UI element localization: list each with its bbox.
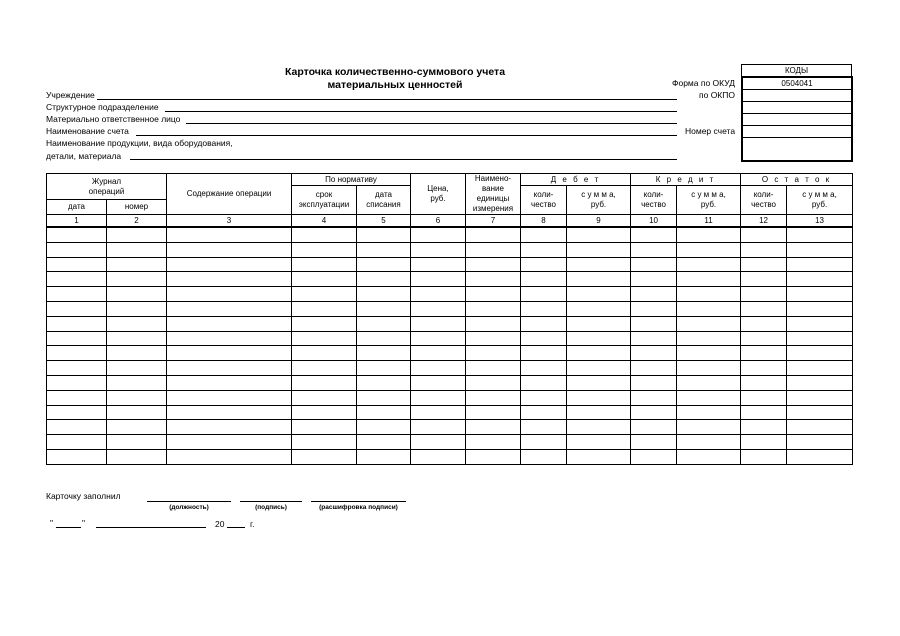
table-cell[interactable] xyxy=(787,257,853,272)
table-cell[interactable] xyxy=(631,257,677,272)
table-cell[interactable] xyxy=(411,361,466,376)
institution-label: Учреждение xyxy=(46,90,95,100)
table-cell[interactable] xyxy=(677,331,741,346)
table-cell[interactable] xyxy=(47,361,107,376)
table-cell[interactable] xyxy=(411,301,466,316)
operation-header: Содержание операции xyxy=(167,174,292,215)
table-cell[interactable] xyxy=(741,449,787,464)
column-number: 3 xyxy=(167,215,292,228)
table-cell[interactable] xyxy=(466,242,521,257)
table-cell[interactable] xyxy=(107,301,167,316)
balance-header: О с т а т о к xyxy=(741,174,853,186)
table-cell[interactable] xyxy=(466,287,521,302)
table-cell[interactable] xyxy=(677,287,741,302)
table-cell[interactable] xyxy=(167,301,292,316)
table-cell[interactable] xyxy=(167,405,292,420)
year-prefix: 20 xyxy=(215,519,225,529)
price-header: Цена, руб. xyxy=(411,174,466,215)
table-cell[interactable] xyxy=(567,331,631,346)
table-cell[interactable] xyxy=(167,316,292,331)
table-cell[interactable] xyxy=(167,361,292,376)
table-cell[interactable] xyxy=(357,331,411,346)
table-cell[interactable] xyxy=(787,346,853,361)
number-header: номер xyxy=(107,200,167,215)
table-cell[interactable] xyxy=(466,346,521,361)
year-field[interactable] xyxy=(227,527,245,528)
code-cell-3[interactable] xyxy=(743,102,851,114)
table-cell[interactable] xyxy=(357,272,411,287)
column-numbers-row xyxy=(47,215,853,228)
table-cell[interactable] xyxy=(411,316,466,331)
table-cell[interactable] xyxy=(787,361,853,376)
table-cell[interactable] xyxy=(567,361,631,376)
table-cell[interactable] xyxy=(292,257,357,272)
table-cell[interactable] xyxy=(567,346,631,361)
table-row xyxy=(47,390,853,405)
table-cell[interactable] xyxy=(741,346,787,361)
balance-sum-header: с у м м а, руб. xyxy=(787,186,853,215)
table-cell[interactable] xyxy=(357,316,411,331)
table-cell[interactable] xyxy=(677,227,741,242)
table-cell[interactable] xyxy=(411,346,466,361)
operations-table xyxy=(46,173,853,465)
table-row xyxy=(47,361,853,376)
table-cell[interactable] xyxy=(466,301,521,316)
table-cell[interactable] xyxy=(521,257,567,272)
table-cell[interactable] xyxy=(741,375,787,390)
table-cell[interactable] xyxy=(167,375,292,390)
debit-qty-header: коли- чество xyxy=(521,186,567,215)
table-cell[interactable] xyxy=(47,242,107,257)
table-cell[interactable] xyxy=(631,435,677,450)
table-cell[interactable] xyxy=(466,375,521,390)
table-cell[interactable] xyxy=(466,316,521,331)
table-cell[interactable] xyxy=(292,287,357,302)
table-cell[interactable] xyxy=(292,420,357,435)
table-cell[interactable] xyxy=(631,346,677,361)
table-cell[interactable] xyxy=(677,301,741,316)
day-field[interactable] xyxy=(56,527,81,528)
table-cell[interactable] xyxy=(787,435,853,450)
table-cell[interactable] xyxy=(631,361,677,376)
credit-header: К р е д и т xyxy=(631,174,741,186)
table-row xyxy=(47,316,853,331)
table-cell[interactable] xyxy=(567,287,631,302)
document-title xyxy=(240,66,550,92)
table-cell[interactable] xyxy=(47,272,107,287)
table-cell[interactable] xyxy=(466,449,521,464)
table-row xyxy=(47,449,853,464)
table-cell[interactable] xyxy=(47,449,107,464)
debit-header: Д е б е т xyxy=(521,174,631,186)
table-cell[interactable] xyxy=(47,331,107,346)
table-row xyxy=(47,287,853,302)
code-cell-4[interactable] xyxy=(743,114,851,126)
table-cell[interactable] xyxy=(292,242,357,257)
table-cell[interactable] xyxy=(787,287,853,302)
table-cell[interactable] xyxy=(357,361,411,376)
table-cell[interactable] xyxy=(357,375,411,390)
table-cell[interactable] xyxy=(292,301,357,316)
table-cell[interactable] xyxy=(167,287,292,302)
table-cell[interactable] xyxy=(521,361,567,376)
table-cell[interactable] xyxy=(567,390,631,405)
column-number: 5 xyxy=(357,215,411,228)
table-cell[interactable] xyxy=(567,420,631,435)
table-cell[interactable] xyxy=(631,405,677,420)
filled-by-label: Карточку заполнил xyxy=(46,491,121,501)
table-cell[interactable] xyxy=(107,435,167,450)
table-cell[interactable] xyxy=(677,449,741,464)
responsible-person-field[interactable] xyxy=(186,123,677,124)
table-cell[interactable] xyxy=(787,242,853,257)
table-cell[interactable] xyxy=(567,272,631,287)
column-number: 4 xyxy=(292,215,357,228)
table-cell[interactable] xyxy=(167,420,292,435)
table-cell[interactable] xyxy=(411,242,466,257)
department-label: Структурное подразделение xyxy=(46,102,159,112)
table-cell[interactable] xyxy=(466,361,521,376)
table-cell[interactable] xyxy=(787,227,853,242)
table-cell[interactable] xyxy=(107,346,167,361)
okud-label: Форма по ОКУД xyxy=(672,78,735,88)
table-cell[interactable] xyxy=(47,375,107,390)
table-cell[interactable] xyxy=(107,272,167,287)
table-cell[interactable] xyxy=(677,375,741,390)
table-cell[interactable] xyxy=(107,449,167,464)
service-life-header: срок эксплуатации xyxy=(292,186,357,215)
table-cell[interactable] xyxy=(521,390,567,405)
table-cell[interactable] xyxy=(631,301,677,316)
table-cell[interactable] xyxy=(567,242,631,257)
table-cell[interactable] xyxy=(741,390,787,405)
okpo-label: по ОКПО xyxy=(699,90,735,100)
table-cell[interactable] xyxy=(787,316,853,331)
table-cell[interactable] xyxy=(677,435,741,450)
table-cell[interactable] xyxy=(357,449,411,464)
table-cell[interactable] xyxy=(357,346,411,361)
credit-qty-header: коли- чество xyxy=(631,186,677,215)
decode-caption: (расшифровка подписи) xyxy=(319,504,398,511)
table-cell[interactable] xyxy=(741,361,787,376)
product-name-label-1: Наименование продукции, вида оборудования, xyxy=(46,138,233,148)
table-cell[interactable] xyxy=(357,227,411,242)
table-cell[interactable] xyxy=(521,449,567,464)
sign-caption: (подпись) xyxy=(255,504,287,511)
account-name-label: Наименование счета xyxy=(46,126,129,136)
table-cell[interactable] xyxy=(292,405,357,420)
column-number: 12 xyxy=(741,215,787,228)
journal-header: Журнал операций xyxy=(47,174,167,200)
table-cell[interactable] xyxy=(47,390,107,405)
table-cell[interactable] xyxy=(292,316,357,331)
table-cell[interactable] xyxy=(631,449,677,464)
table-cell[interactable] xyxy=(567,435,631,450)
table-cell[interactable] xyxy=(631,390,677,405)
table-cell[interactable] xyxy=(107,390,167,405)
table-cell[interactable] xyxy=(292,227,357,242)
table-cell[interactable] xyxy=(631,375,677,390)
institution-field[interactable] xyxy=(97,99,677,100)
table-cell[interactable] xyxy=(107,420,167,435)
table-row xyxy=(47,375,853,390)
table-cell[interactable] xyxy=(466,435,521,450)
table-cell[interactable] xyxy=(741,272,787,287)
table-cell[interactable] xyxy=(741,301,787,316)
table-cell[interactable] xyxy=(741,316,787,331)
account-number-label: Номер счета xyxy=(685,126,736,136)
table-cell[interactable] xyxy=(292,361,357,376)
table-cell[interactable] xyxy=(677,316,741,331)
table-row xyxy=(47,435,853,450)
codes-box xyxy=(741,76,853,162)
table-cell[interactable] xyxy=(631,316,677,331)
title-line-2: материальных ценностей xyxy=(327,79,463,91)
column-number: 9 xyxy=(567,215,631,228)
table-cell[interactable] xyxy=(567,375,631,390)
unit-header: Наимено- вание единицы измерения xyxy=(466,174,521,215)
table-cell[interactable] xyxy=(631,227,677,242)
table-cell[interactable] xyxy=(47,316,107,331)
table-cell[interactable] xyxy=(677,361,741,376)
table-cell[interactable] xyxy=(47,257,107,272)
okud-code-cell[interactable]: 0504041 xyxy=(743,78,851,90)
table-cell[interactable] xyxy=(292,331,357,346)
department-field[interactable] xyxy=(165,111,677,112)
table-row xyxy=(47,331,853,346)
table-cell[interactable] xyxy=(567,227,631,242)
table-row xyxy=(47,227,853,242)
table-cell[interactable] xyxy=(521,346,567,361)
table-cell[interactable] xyxy=(167,331,292,346)
table-cell[interactable] xyxy=(107,331,167,346)
table-cell[interactable] xyxy=(521,272,567,287)
table-cell[interactable] xyxy=(787,272,853,287)
table-row xyxy=(47,405,853,420)
okpo-code-cell[interactable] xyxy=(743,90,851,102)
table-cell[interactable] xyxy=(521,375,567,390)
table-cell[interactable] xyxy=(521,242,567,257)
table-cell[interactable] xyxy=(677,272,741,287)
table-cell[interactable] xyxy=(357,390,411,405)
column-number: 2 xyxy=(107,215,167,228)
table-cell[interactable] xyxy=(411,405,466,420)
table-cell[interactable] xyxy=(167,390,292,405)
table-cell[interactable] xyxy=(466,331,521,346)
balance-qty-header: коли- чество xyxy=(741,186,787,215)
table-cell[interactable] xyxy=(411,435,466,450)
codes-block xyxy=(741,64,852,160)
table-cell[interactable] xyxy=(521,316,567,331)
table-cell[interactable] xyxy=(787,390,853,405)
table-cell[interactable] xyxy=(466,390,521,405)
table-cell[interactable] xyxy=(292,435,357,450)
table-cell[interactable] xyxy=(107,287,167,302)
signature-field[interactable] xyxy=(240,501,302,502)
table-cell[interactable] xyxy=(47,420,107,435)
table-cell[interactable] xyxy=(521,331,567,346)
column-number: 8 xyxy=(521,215,567,228)
table-cell[interactable] xyxy=(466,272,521,287)
table-cell[interactable] xyxy=(107,227,167,242)
credit-sum-header: с у м м а, руб. xyxy=(677,186,741,215)
table-cell[interactable] xyxy=(107,375,167,390)
table-cell[interactable] xyxy=(411,272,466,287)
position-caption: (должность) xyxy=(169,504,209,511)
month-field[interactable] xyxy=(96,527,206,528)
quote-close: " xyxy=(82,518,86,528)
column-number: 10 xyxy=(631,215,677,228)
table-cell[interactable] xyxy=(357,242,411,257)
table-cell[interactable] xyxy=(741,331,787,346)
column-number: 1 xyxy=(47,215,107,228)
table-cell[interactable] xyxy=(631,287,677,302)
table-cell[interactable] xyxy=(357,257,411,272)
year-suffix: г. xyxy=(250,519,255,529)
table-cell[interactable] xyxy=(411,420,466,435)
table-cell[interactable] xyxy=(411,331,466,346)
table-cell[interactable] xyxy=(47,227,107,242)
column-number: 11 xyxy=(677,215,741,228)
table-cell[interactable] xyxy=(466,420,521,435)
table-cell[interactable] xyxy=(521,420,567,435)
table-cell[interactable] xyxy=(677,390,741,405)
table-cell[interactable] xyxy=(631,331,677,346)
table-cell[interactable] xyxy=(167,227,292,242)
table-cell[interactable] xyxy=(411,227,466,242)
table-cell[interactable] xyxy=(677,257,741,272)
table-cell[interactable] xyxy=(567,257,631,272)
table-cell[interactable] xyxy=(107,361,167,376)
table-cell[interactable] xyxy=(466,257,521,272)
table-cell[interactable] xyxy=(567,405,631,420)
table-cell[interactable] xyxy=(107,405,167,420)
table-row xyxy=(47,346,853,361)
table-cell[interactable] xyxy=(411,375,466,390)
table-cell[interactable] xyxy=(741,257,787,272)
table-cell[interactable] xyxy=(167,242,292,257)
table-cell[interactable] xyxy=(357,287,411,302)
table-cell[interactable] xyxy=(567,449,631,464)
table-cell[interactable] xyxy=(292,449,357,464)
table-cell[interactable] xyxy=(677,420,741,435)
table-cell[interactable] xyxy=(521,435,567,450)
debit-sum-header: с у м м а, руб. xyxy=(567,186,631,215)
table-cell[interactable] xyxy=(292,272,357,287)
table-cell[interactable] xyxy=(466,405,521,420)
table-cell[interactable] xyxy=(167,449,292,464)
title-line-1: Карточка количественно-суммового учета xyxy=(284,66,506,78)
product-name-label-2: детали, материала xyxy=(46,151,122,161)
position-field[interactable] xyxy=(147,501,231,502)
table-cell[interactable] xyxy=(741,405,787,420)
table-cell[interactable] xyxy=(107,316,167,331)
by-norm-header: По нормативу xyxy=(292,174,411,186)
table-cell[interactable] xyxy=(741,242,787,257)
table-cell[interactable] xyxy=(677,242,741,257)
table-cell[interactable] xyxy=(787,301,853,316)
table-cell[interactable] xyxy=(567,316,631,331)
table-cell[interactable] xyxy=(787,331,853,346)
date-header: дата xyxy=(47,200,107,215)
table-cell[interactable] xyxy=(292,390,357,405)
table-cell[interactable] xyxy=(357,405,411,420)
table-cell[interactable] xyxy=(357,435,411,450)
table-cell[interactable] xyxy=(521,301,567,316)
column-number: 6 xyxy=(411,215,466,228)
responsible-person-label: Материально ответственное лицо xyxy=(46,114,181,124)
table-cell[interactable] xyxy=(677,405,741,420)
account-number-cell[interactable] xyxy=(743,126,851,138)
signature-decode-field[interactable] xyxy=(311,501,406,502)
table-cell[interactable] xyxy=(741,435,787,450)
table-cell[interactable] xyxy=(631,272,677,287)
table-cell[interactable] xyxy=(787,375,853,390)
column-number: 13 xyxy=(787,215,853,228)
table-cell[interactable] xyxy=(357,301,411,316)
codes-header: КОДЫ xyxy=(741,64,852,77)
table-cell[interactable] xyxy=(107,242,167,257)
table-row xyxy=(47,420,853,435)
table-cell[interactable] xyxy=(741,287,787,302)
table-cell[interactable] xyxy=(292,375,357,390)
table-cell[interactable] xyxy=(521,405,567,420)
table-row xyxy=(47,301,853,316)
table-cell[interactable] xyxy=(787,449,853,464)
table-cell[interactable] xyxy=(357,420,411,435)
table-cell[interactable] xyxy=(292,346,357,361)
table-cell[interactable] xyxy=(167,346,292,361)
table-cell[interactable] xyxy=(521,287,567,302)
table-cell[interactable] xyxy=(47,435,107,450)
table-cell[interactable] xyxy=(47,301,107,316)
table-cell[interactable] xyxy=(411,449,466,464)
table-cell[interactable] xyxy=(47,346,107,361)
table-row xyxy=(47,272,853,287)
table-row xyxy=(47,257,853,272)
table-cell[interactable] xyxy=(167,257,292,272)
table-cell[interactable] xyxy=(631,420,677,435)
table-cell[interactable] xyxy=(167,435,292,450)
table-cell[interactable] xyxy=(411,390,466,405)
table-cell[interactable] xyxy=(411,287,466,302)
product-name-field[interactable] xyxy=(130,159,677,160)
table-cell[interactable] xyxy=(677,346,741,361)
table-cell[interactable] xyxy=(787,405,853,420)
table-cell[interactable] xyxy=(787,420,853,435)
account-name-field[interactable] xyxy=(136,135,677,136)
table-cell[interactable] xyxy=(521,227,567,242)
table-cell[interactable] xyxy=(47,287,107,302)
table-row xyxy=(47,242,853,257)
table-cell[interactable] xyxy=(47,405,107,420)
table-cell[interactable] xyxy=(466,227,521,242)
quote-open: " xyxy=(50,518,54,528)
table-cell[interactable] xyxy=(631,242,677,257)
table-cell[interactable] xyxy=(567,301,631,316)
table-cell[interactable] xyxy=(741,227,787,242)
table-cell[interactable] xyxy=(107,257,167,272)
column-number: 7 xyxy=(466,215,521,228)
table-cell[interactable] xyxy=(167,272,292,287)
table-cell[interactable] xyxy=(741,420,787,435)
table-cell[interactable] xyxy=(411,257,466,272)
writeoff-date-header: дата списания xyxy=(357,186,411,215)
